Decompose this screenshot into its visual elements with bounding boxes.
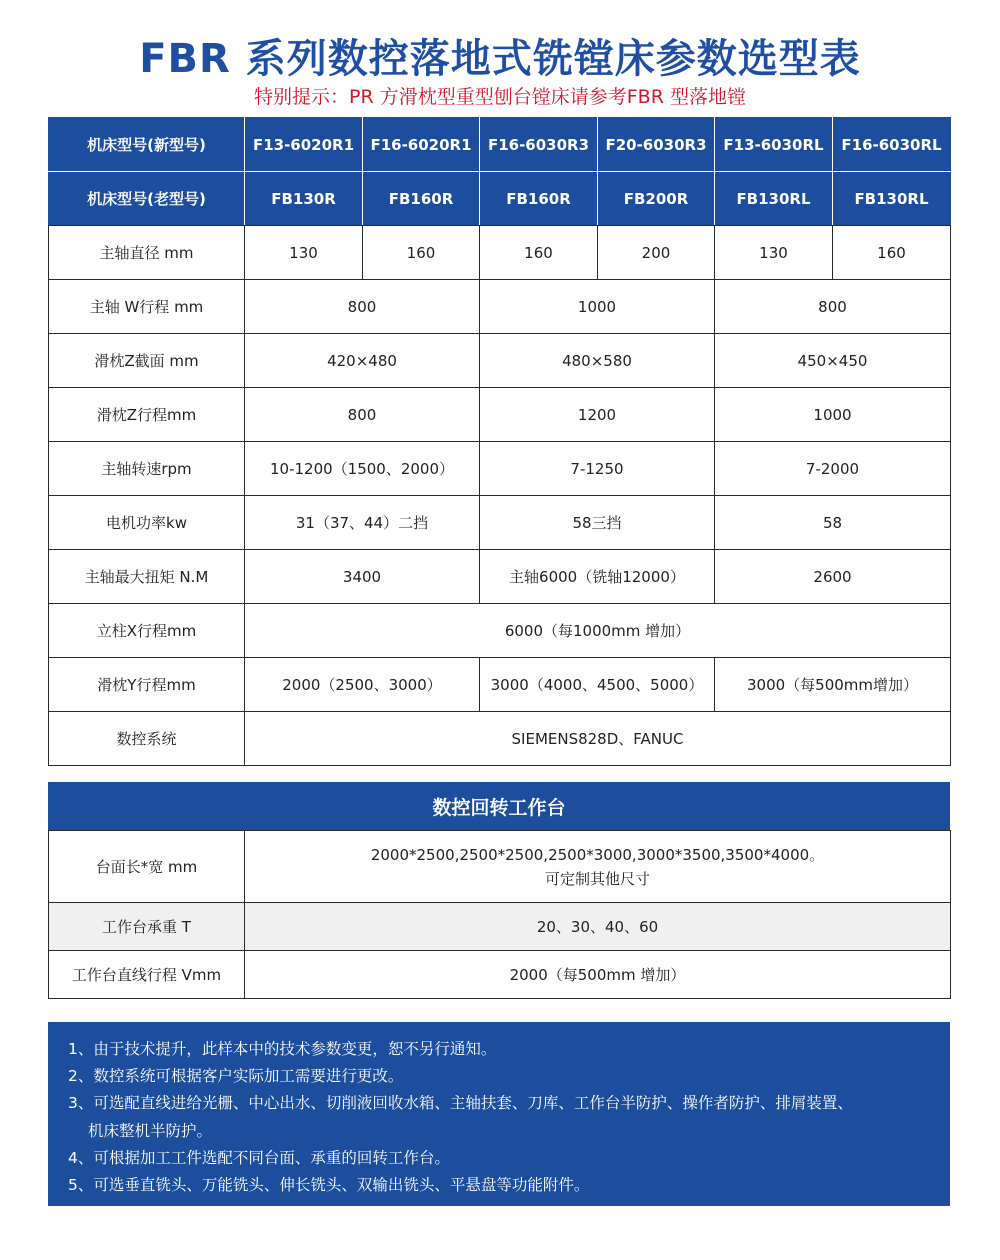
row-label: 工作台承重 T	[49, 903, 245, 951]
value-cell: 800	[245, 280, 480, 334]
row-label: 机床型号(老型号)	[49, 172, 245, 226]
value-cell: 480×580	[480, 334, 715, 388]
value-cell: 130	[245, 226, 363, 280]
value-cell: 3400	[245, 550, 480, 604]
note-item: 2、数控系统可根据客户实际加工需要进行更改。	[68, 1067, 404, 1086]
value-cell: 10-1200（1500、2000）	[245, 442, 480, 496]
row-label: 滑枕Y行程mm	[49, 658, 245, 712]
value-cell: 160	[833, 226, 951, 280]
table-row-motor-power	[49, 496, 951, 550]
value-cell: 3000（4000、4500、5000）	[480, 658, 715, 712]
model-cell: F20-6030R3	[598, 118, 715, 172]
value-cell: 2000（每500mm 增加）	[245, 951, 951, 999]
row-label: 机床型号(新型号)	[49, 118, 245, 172]
table-row-column-x-travel	[49, 604, 951, 658]
table-row-cnc-system	[49, 712, 951, 766]
table-size-options: 2000*2500,2500*2500,2500*3000,3000*3500,3500*4000。	[370, 845, 825, 864]
model-cell: FB130R	[245, 172, 363, 226]
model-cell: F16-6030RL	[833, 118, 951, 172]
notes-panel	[48, 1022, 950, 1206]
value-cell: 6000（每1000mm 增加）	[245, 604, 951, 658]
value-cell: 20、30、40、60	[245, 903, 951, 951]
table-row-table-size	[49, 831, 951, 903]
value-cell: 800	[245, 388, 480, 442]
row-label: 台面长*宽 mm	[49, 831, 245, 903]
note-item: 5、可选垂直铣头、万能铣头、伸长铣头、双输出铣头、平悬盘等功能附件。	[68, 1176, 590, 1195]
value-cell: 450×450	[715, 334, 951, 388]
table-row-model-new	[49, 118, 951, 172]
value-cell: 130	[715, 226, 833, 280]
row-label: 主轴直径 mm	[49, 226, 245, 280]
rotary-table-header: 数控回转工作台	[48, 782, 950, 830]
value-cell: SIEMENS828D、FANUC	[245, 712, 951, 766]
table-row-max-torque	[49, 550, 951, 604]
value-cell: 1000	[715, 388, 951, 442]
row-label: 主轴转速rpm	[49, 442, 245, 496]
row-label: 立柱X行程mm	[49, 604, 245, 658]
model-cell: F13-6020R1	[245, 118, 363, 172]
note-item: 4、可根据加工工件选配不同台面、承重的回转工作台。	[68, 1148, 450, 1167]
table-row-spindle-speed	[49, 442, 951, 496]
value-cell: 7-2000	[715, 442, 951, 496]
note-item-continuation: 机床整机半防护。	[88, 1121, 213, 1140]
model-cell: F13-6030RL	[715, 118, 833, 172]
row-label: 工作台直线行程 Vmm	[49, 951, 245, 999]
table-row-ram-z-travel	[49, 388, 951, 442]
model-cell: FB200R	[598, 172, 715, 226]
table-row-spindle-w-travel	[49, 280, 951, 334]
row-label: 电机功率kw	[49, 496, 245, 550]
row-label: 数控系统	[49, 712, 245, 766]
row-label: 滑枕Z截面 mm	[49, 334, 245, 388]
model-cell: FB130RL	[833, 172, 951, 226]
value-cell: 1200	[480, 388, 715, 442]
value-cell: 3000（每500mm增加）	[715, 658, 951, 712]
value-cell: 2600	[715, 550, 951, 604]
note-item: 3、可选配直线进给光栅、中心出水、切削液回收水箱、主轴扶套、刀库、工作台半防护、操作者防护、排屑装置、	[68, 1094, 853, 1113]
value-cell: 1000	[480, 280, 715, 334]
value-cell: 58	[715, 496, 951, 550]
value-cell: 2000（2500、3000）	[245, 658, 480, 712]
special-notice: 特别提示：PR 方滑枕型重型刨台镗床请参考FBR 型落地镗	[254, 86, 746, 108]
value-cell: 160	[363, 226, 480, 280]
spec-table	[48, 117, 951, 766]
model-cell: F16-6020R1	[363, 118, 480, 172]
page-title: FBR 系列数控落地式铣镗床参数选型表	[139, 36, 861, 82]
value-cell: 31（37、44）二挡	[245, 496, 480, 550]
row-label: 滑枕Z行程mm	[49, 388, 245, 442]
row-label: 主轴 W行程 mm	[49, 280, 245, 334]
value-cell	[245, 831, 951, 903]
table-size-note: 可定制其他尺寸	[544, 869, 650, 888]
note-item: 1、由于技术提升，此样本中的技术参数变更，恕不另行通知。	[68, 1040, 497, 1058]
table-row-spindle-diameter	[49, 226, 951, 280]
value-cell: 420×480	[245, 334, 480, 388]
rotary-table	[48, 830, 951, 999]
row-label: 主轴最大扭矩 N.M	[49, 550, 245, 604]
model-cell: FB130RL	[715, 172, 833, 226]
table-row-ram-y-travel	[49, 658, 951, 712]
table-row-load	[49, 903, 951, 951]
table-row-v-travel	[49, 951, 951, 999]
value-cell: 7-1250	[480, 442, 715, 496]
value-cell: 主轴6000（铣轴12000）	[480, 550, 715, 604]
model-cell: FB160R	[363, 172, 480, 226]
value-cell: 160	[480, 226, 598, 280]
table-row-model-old	[49, 172, 951, 226]
model-cell: FB160R	[480, 172, 598, 226]
model-cell: F16-6030R3	[480, 118, 598, 172]
value-cell: 800	[715, 280, 951, 334]
value-cell: 200	[598, 226, 715, 280]
table-row-ram-section	[49, 334, 951, 388]
value-cell: 58三挡	[480, 496, 715, 550]
